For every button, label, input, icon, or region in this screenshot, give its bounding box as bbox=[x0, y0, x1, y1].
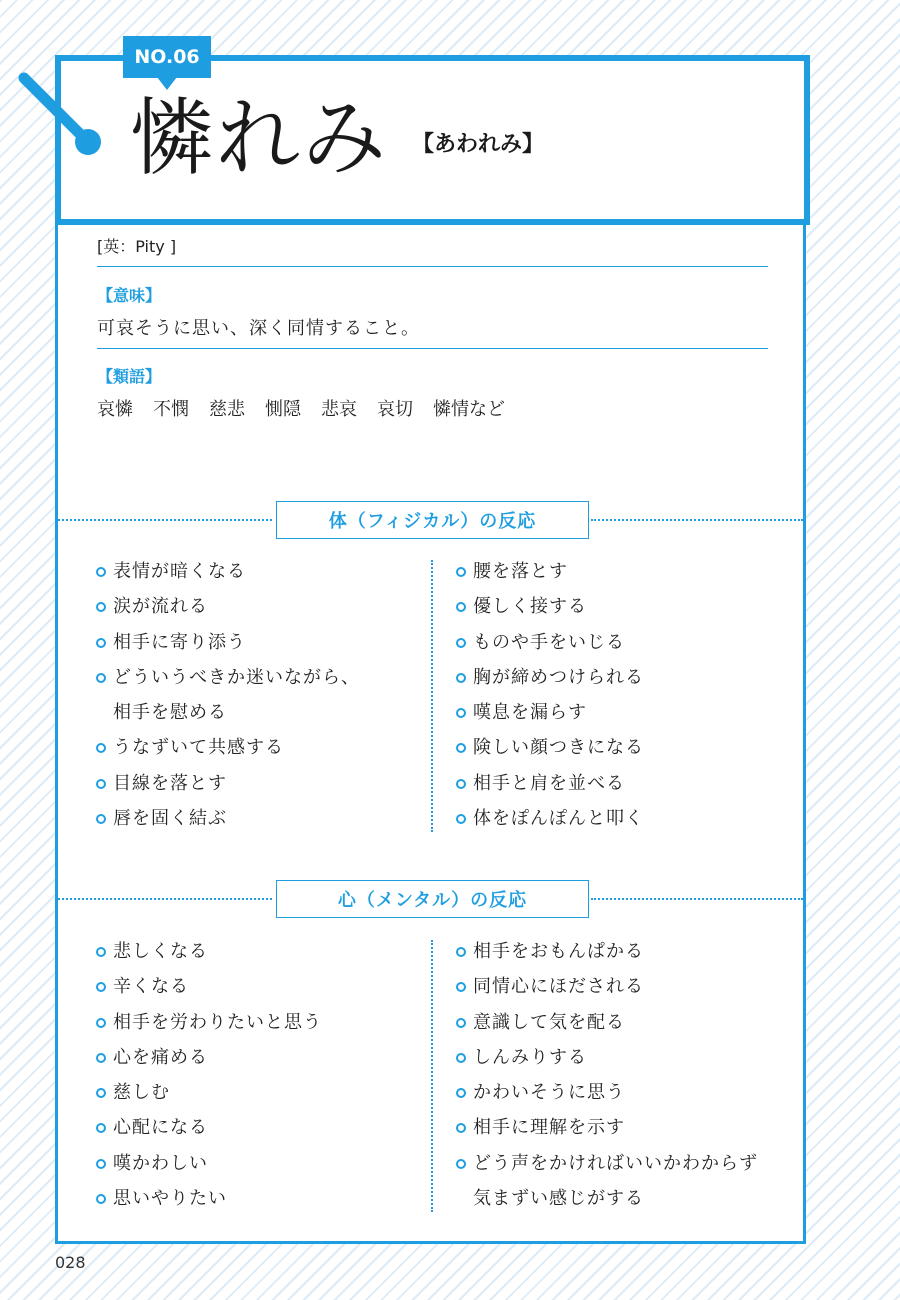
mental-left-list bbox=[96, 934, 322, 1216]
list-item: 慈しむ bbox=[96, 1075, 322, 1110]
list-item: 悲しくなる bbox=[96, 934, 322, 969]
list-item: 涙が流れる bbox=[96, 589, 360, 624]
list-item: 心配になる bbox=[96, 1110, 322, 1145]
meaning-label: 【意味】 bbox=[97, 286, 162, 305]
mental-section-header bbox=[58, 880, 803, 918]
list-item: 同情心にほだされる bbox=[456, 969, 758, 1004]
synonym-item: 哀切 bbox=[377, 399, 413, 420]
list-item: うなずいて共感する bbox=[96, 730, 360, 765]
bullet-icon bbox=[96, 1159, 106, 1169]
bullet-icon bbox=[456, 1088, 466, 1098]
dotted-rule bbox=[591, 898, 803, 900]
list-item: 腰を落とす bbox=[456, 554, 644, 589]
column-divider bbox=[431, 560, 433, 832]
dotted-rule bbox=[58, 519, 272, 521]
synonyms-label: 【類語】 bbox=[97, 367, 162, 386]
bullet-icon bbox=[96, 602, 106, 612]
english-translation: [英：Pity ] bbox=[97, 237, 177, 256]
pin-icon bbox=[14, 70, 114, 170]
divider bbox=[97, 266, 768, 267]
list-item: 相手を労わりたいと思う bbox=[96, 1005, 322, 1040]
list-item: 相手に理解を示す bbox=[456, 1110, 758, 1145]
bullet-icon bbox=[96, 1018, 106, 1028]
list-item: 嘆息を漏らす bbox=[456, 695, 644, 730]
bullet-icon bbox=[456, 982, 466, 992]
list-item: 表情が暗くなる bbox=[96, 554, 360, 589]
bullet-icon bbox=[96, 743, 106, 753]
dotted-rule bbox=[58, 898, 272, 900]
bullet-icon bbox=[96, 947, 106, 957]
bullet-icon bbox=[456, 1159, 466, 1169]
mental-right-list bbox=[456, 934, 758, 1216]
bullet-icon bbox=[456, 947, 466, 957]
list-item: 意識して気を配る bbox=[456, 1005, 758, 1040]
synonym-item: 憐情など bbox=[433, 399, 505, 420]
synonym-item: 慈悲 bbox=[209, 399, 245, 420]
list-item: 相手と肩を並べる bbox=[456, 766, 644, 801]
bullet-icon bbox=[456, 638, 466, 648]
list-item: 思いやりたい bbox=[96, 1181, 322, 1216]
divider bbox=[97, 348, 768, 349]
bullet-icon bbox=[456, 1018, 466, 1028]
physical-heading: 体（フィジカル）の反応 bbox=[276, 501, 589, 539]
bullet-icon bbox=[96, 1088, 106, 1098]
list-item: 胸が締めつけられる bbox=[456, 660, 644, 695]
bullet-icon bbox=[96, 1053, 106, 1063]
physical-right-list bbox=[456, 554, 644, 836]
synonym-item: 惻隠 bbox=[265, 399, 301, 420]
list-item: 相手をおもんぱかる bbox=[456, 934, 758, 969]
page-number: 028 bbox=[55, 1253, 86, 1272]
bullet-icon bbox=[456, 567, 466, 577]
entry-number-badge: NO.06 bbox=[123, 36, 211, 78]
mental-heading: 心（メンタル）の反応 bbox=[276, 880, 589, 918]
list-item: 優しく接する bbox=[456, 589, 644, 624]
list-item: どう声をかければいいかわからず 気まずい感じがする bbox=[456, 1146, 758, 1217]
column-divider bbox=[431, 940, 433, 1212]
bullet-icon bbox=[456, 743, 466, 753]
bullet-icon bbox=[96, 814, 106, 824]
list-item: ものや手をいじる bbox=[456, 625, 644, 660]
bullet-icon bbox=[456, 602, 466, 612]
list-item: しんみりする bbox=[456, 1040, 758, 1075]
meaning-text: 可哀そうに思い、深く同情すること。 bbox=[97, 318, 420, 339]
entry-word: 憐れみ bbox=[130, 89, 389, 187]
physical-left-list bbox=[96, 554, 360, 836]
list-item: 体をぽんぽんと叩く bbox=[456, 801, 644, 836]
bullet-icon bbox=[456, 1123, 466, 1133]
bullet-icon bbox=[456, 814, 466, 824]
synonyms-list bbox=[97, 395, 505, 421]
list-item: どういうべきか迷いながら、 相手を慰める bbox=[96, 660, 360, 731]
dotted-rule bbox=[591, 519, 803, 521]
bullet-icon bbox=[96, 982, 106, 992]
bullet-icon bbox=[456, 1053, 466, 1063]
entry-reading: 【あわれみ】 bbox=[412, 131, 545, 157]
synonym-item: 不憫 bbox=[153, 399, 189, 420]
bullet-icon bbox=[96, 673, 106, 683]
bullet-icon bbox=[96, 1194, 106, 1204]
bullet-icon bbox=[96, 779, 106, 789]
bullet-icon bbox=[456, 673, 466, 683]
list-item: 辛くなる bbox=[96, 969, 322, 1004]
list-item: 目線を落とす bbox=[96, 766, 360, 801]
bullet-icon bbox=[96, 567, 106, 577]
list-item: 唇を固く結ぶ bbox=[96, 801, 360, 836]
bullet-icon bbox=[96, 638, 106, 648]
physical-section-header bbox=[58, 501, 803, 539]
synonym-item: 悲哀 bbox=[321, 399, 357, 420]
list-item: 心を痛める bbox=[96, 1040, 322, 1075]
list-item: 険しい顔つきになる bbox=[456, 730, 644, 765]
synonym-item: 哀憐 bbox=[97, 399, 133, 420]
bullet-icon bbox=[456, 779, 466, 789]
bullet-icon bbox=[456, 708, 466, 718]
list-item: かわいそうに思う bbox=[456, 1075, 758, 1110]
bullet-icon bbox=[96, 1123, 106, 1133]
list-item: 嘆かわしい bbox=[96, 1146, 322, 1181]
list-item: 相手に寄り添う bbox=[96, 625, 360, 660]
